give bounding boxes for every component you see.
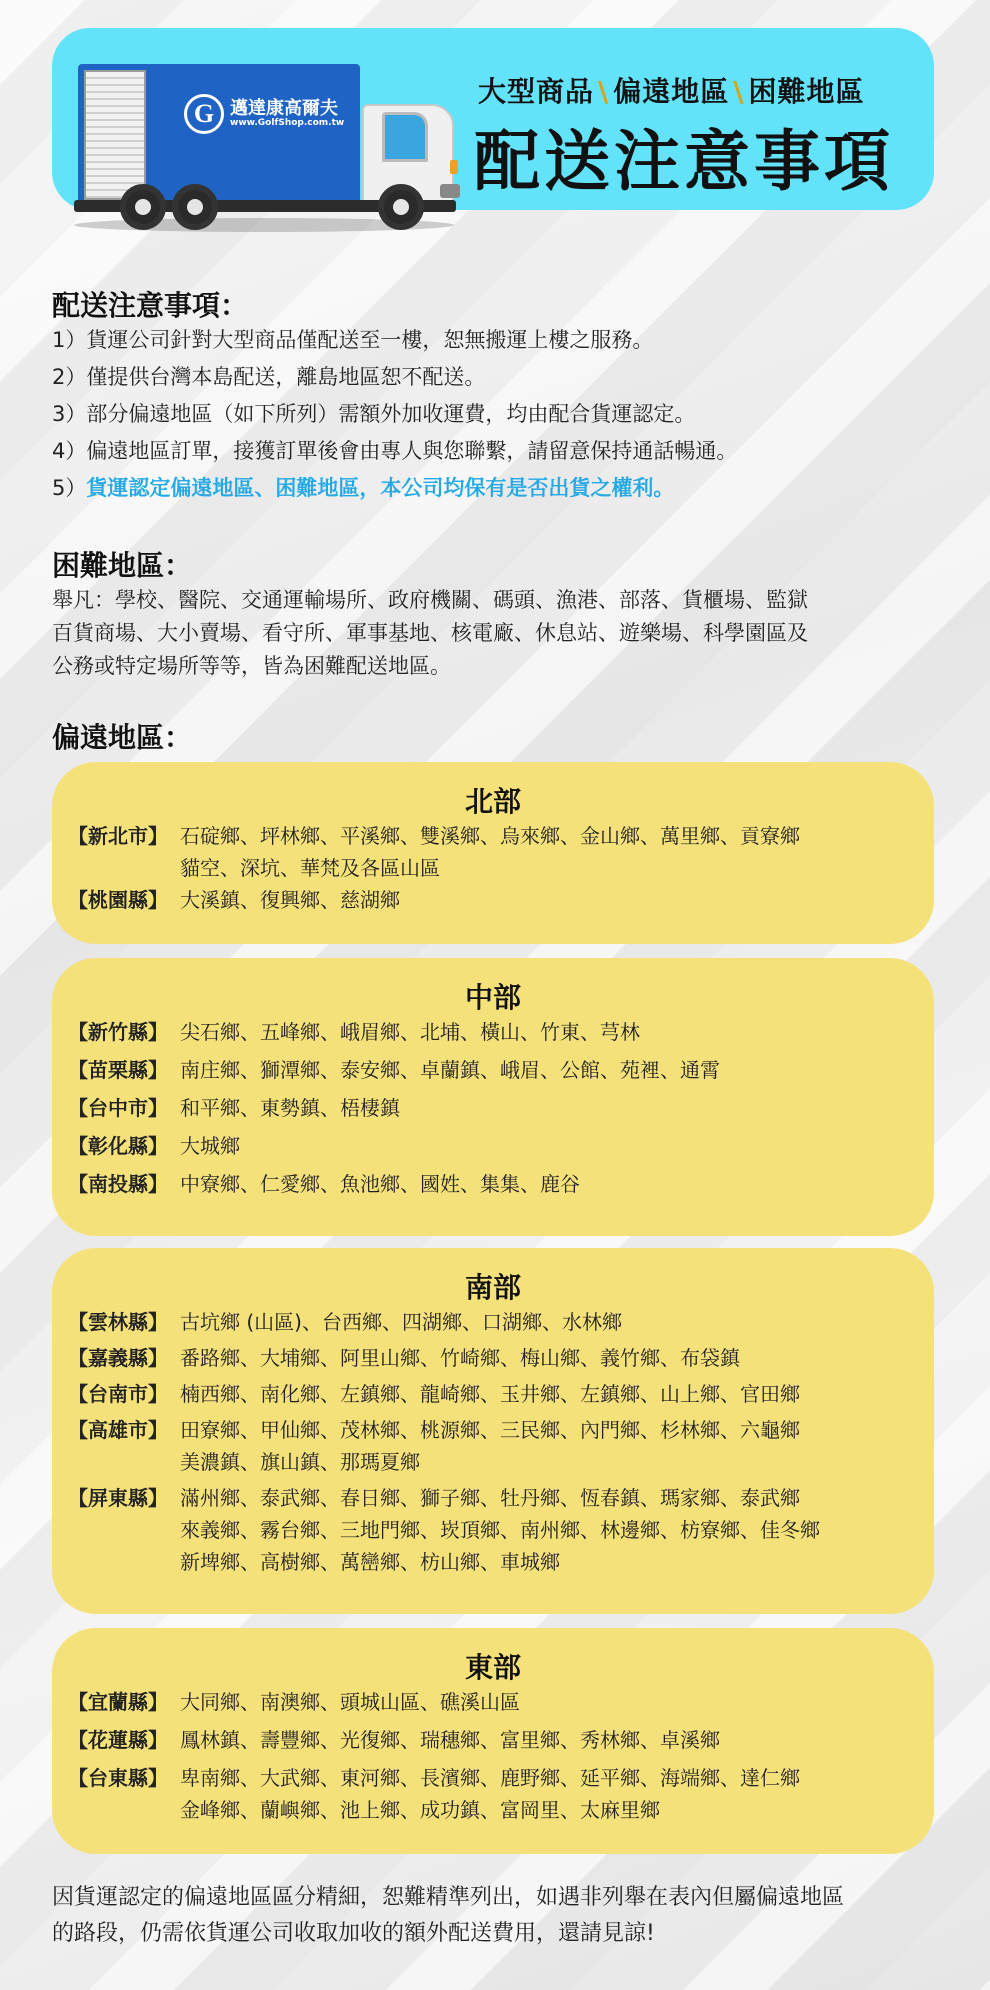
county-label: 【彰化縣】	[68, 1134, 168, 1158]
difficult-areas-heading: 困難地區：	[52, 549, 193, 582]
area-line: 金峰鄉、蘭嶼鄉、池上鄉、成功鎮、富岡里、太麻里鄉	[180, 1798, 660, 1822]
region-card-east	[52, 1628, 934, 1854]
note-number: 1）	[52, 328, 87, 352]
area-line: 大溪鎮、復興鄉、慈湖鄉	[180, 888, 400, 912]
county-areas	[180, 1168, 934, 1200]
region-card-north	[52, 762, 934, 944]
note-item	[52, 396, 942, 433]
area-line: 田寮鄉、甲仙鄉、茂林鄉、桃源鄉、三民鄉、內門鄉、杉林鄉、六龜鄉	[180, 1418, 800, 1442]
difficult-areas-text	[52, 584, 942, 683]
county-areas	[180, 884, 934, 916]
county-label: 【台東縣】	[68, 1766, 168, 1790]
area-line: 和平鄉、東勢鎮、梧棲鎮	[180, 1096, 400, 1120]
footer-line: 因貨運認定的偏遠地區區分精細，恕難精準列出，如遇非列舉在表內但屬偏遠地區	[52, 1885, 845, 1910]
subtitle-remote-areas: 偏遠地區	[613, 75, 730, 108]
region-title: 北部	[464, 785, 521, 818]
note-text: 部分偏遠地區（如下所列）需額外加收運費，均由配合貨運認定。	[86, 402, 696, 426]
note-number: 2）	[52, 365, 87, 389]
note-item	[52, 359, 942, 396]
note-item	[52, 433, 942, 470]
area-line: 貓空、深坑、華梵及各區山區	[180, 856, 440, 880]
county-areas	[180, 1414, 934, 1478]
county-row	[52, 1762, 934, 1826]
brand-name: 邁達康高爾夫	[230, 98, 338, 119]
difficult-line: 百貨商場、大小賣場、看守所、軍事基地、核電廠、休息站、遊樂場、科學園區及	[52, 621, 808, 645]
county-row	[52, 820, 934, 884]
brand-logo-icon: G	[184, 94, 224, 134]
area-line: 番路鄉、大埔鄉、阿里山鄉、竹崎鄉、梅山鄉、義竹鄉、布袋鎮	[180, 1346, 740, 1370]
subtitle-separator: \	[598, 75, 610, 108]
area-line: 南庄鄉、獅潭鄉、泰安鄉、卓蘭鎮、峨眉、公館、苑裡、通霄	[180, 1058, 720, 1082]
county-row	[52, 1016, 934, 1048]
area-line: 中寮鄉、仁愛鄉、魚池鄉、國姓、集集、鹿谷	[180, 1172, 580, 1196]
difficult-line: 公務或特定場所等等，皆為困難配送地區。	[52, 654, 451, 678]
county-row	[52, 1342, 934, 1374]
difficult-line: 舉凡：學校、醫院、交通運輸場所、政府機關、碼頭、漁港、部落、貨櫃場、監獄	[52, 588, 808, 612]
county-row	[52, 1306, 934, 1338]
county-label: 【屏東縣】	[68, 1486, 168, 1510]
note-number: 3）	[52, 402, 87, 426]
county-areas	[180, 1342, 934, 1374]
county-row	[52, 1686, 934, 1718]
county-areas	[180, 1054, 934, 1086]
county-areas	[180, 1306, 934, 1338]
county-areas	[180, 1724, 934, 1756]
subtitle-separator: \	[733, 75, 745, 108]
area-line: 古坑鄉 (山區)、台西鄉、四湖鄉、口湖鄉、水林鄉	[180, 1310, 622, 1334]
banner-subtitle	[478, 70, 865, 110]
notes-heading: 配送注意事項：	[52, 289, 249, 322]
region-title: 東部	[464, 1651, 521, 1684]
county-row	[52, 1168, 934, 1200]
county-areas	[180, 1686, 934, 1718]
subtitle-difficult-areas: 困難地區	[748, 75, 865, 108]
region-title: 南部	[464, 1271, 521, 1304]
county-label: 【新竹縣】	[68, 1020, 168, 1044]
county-row	[52, 1092, 934, 1124]
county-areas	[180, 1130, 934, 1162]
area-line: 滿州鄉、泰武鄉、春日鄉、獅子鄉、牡丹鄉、恆春鎮、瑪家鄉、泰武鄉	[180, 1486, 800, 1510]
county-label: 【花蓮縣】	[68, 1728, 168, 1752]
county-label: 【嘉義縣】	[68, 1346, 168, 1370]
area-line: 楠西鄉、南化鄉、左鎮鄉、龍崎鄉、玉井鄉、左鎮鄉、山上鄉、官田鄉	[180, 1382, 800, 1406]
subtitle-large-goods: 大型商品	[478, 75, 595, 108]
county-label: 【新北市】	[68, 824, 168, 848]
county-label: 【台中市】	[68, 1096, 168, 1120]
note-text: 僅提供台灣本島配送，離島地區恕不配送。	[86, 365, 486, 389]
county-row	[52, 1482, 934, 1578]
area-line: 來義鄉、霧台鄉、三地門鄉、崁頂鄉、南州鄉、林邊鄉、枋寮鄉、佳冬鄉	[180, 1518, 820, 1542]
note-number: 4）	[52, 439, 87, 463]
county-row	[52, 1378, 934, 1410]
county-row	[52, 1054, 934, 1086]
note-item-highlighted	[52, 470, 942, 507]
county-label: 【雲林縣】	[68, 1310, 168, 1334]
note-text: 貨運認定偏遠地區、困難地區，本公司均保有是否出貨之權利。	[86, 476, 675, 500]
county-row	[52, 884, 934, 916]
note-item	[52, 322, 942, 359]
page-title: 配送注意事項	[474, 123, 894, 200]
delivery-truck-icon	[70, 60, 470, 240]
county-label: 【高雄市】	[68, 1418, 168, 1442]
county-areas	[180, 1378, 934, 1410]
area-line: 鳳林鎮、壽豐鄉、光復鄉、瑞穗鄉、富里鄉、秀林鄉、卓溪鄉	[180, 1728, 720, 1752]
county-row	[52, 1414, 934, 1478]
brand-url: www.GolfShop.com.tw	[230, 118, 345, 128]
area-line: 卑南鄉、大武鄉、東河鄉、長濱鄉、鹿野鄉、延平鄉、海端鄉、達仁鄉	[180, 1766, 800, 1790]
note-number: 5）	[52, 476, 87, 500]
county-areas	[180, 1016, 934, 1048]
county-areas	[180, 1092, 934, 1124]
note-text: 貨運公司針對大型商品僅配送至一樓，恕無搬運上樓之服務。	[86, 328, 654, 352]
area-line: 美濃鎮、旗山鎮、那瑪夏鄉	[180, 1450, 420, 1474]
county-label: 【台南市】	[68, 1382, 168, 1406]
county-areas	[180, 1762, 934, 1826]
area-line: 大同鄉、南澳鄉、頭城山區、礁溪山區	[180, 1690, 520, 1714]
region-card-central	[52, 958, 934, 1236]
area-line: 大城鄉	[180, 1134, 240, 1158]
county-areas	[180, 1482, 934, 1578]
county-label: 【宜蘭縣】	[68, 1690, 168, 1714]
footer-note	[52, 1880, 942, 1952]
area-line: 尖石鄉、五峰鄉、峨眉鄉、北埔、橫山、竹東、芎林	[180, 1020, 640, 1044]
area-line: 石碇鄉、坪林鄉、平溪鄉、雙溪鄉、烏來鄉、金山鄉、萬里鄉、貢寮鄉	[180, 824, 800, 848]
notes-list	[52, 322, 942, 507]
county-row	[52, 1130, 934, 1162]
footer-line: 的路段，仍需依貨運公司收取加收的額外配送費用，還請見諒!	[52, 1921, 655, 1946]
county-row	[52, 1724, 934, 1756]
county-areas	[180, 820, 934, 884]
region-card-south	[52, 1248, 934, 1614]
county-label: 【苗栗縣】	[68, 1058, 168, 1082]
county-label: 【南投縣】	[68, 1172, 168, 1196]
county-label: 【桃園縣】	[68, 888, 168, 912]
area-line: 新埤鄉、高樹鄉、萬巒鄉、枋山鄉、車城鄉	[180, 1550, 560, 1574]
region-title: 中部	[464, 981, 521, 1014]
remote-areas-heading: 偏遠地區：	[52, 721, 193, 754]
note-text: 偏遠地區訂單，接獲訂單後會由專人與您聯繫，請留意保持通話暢通。	[86, 439, 738, 463]
